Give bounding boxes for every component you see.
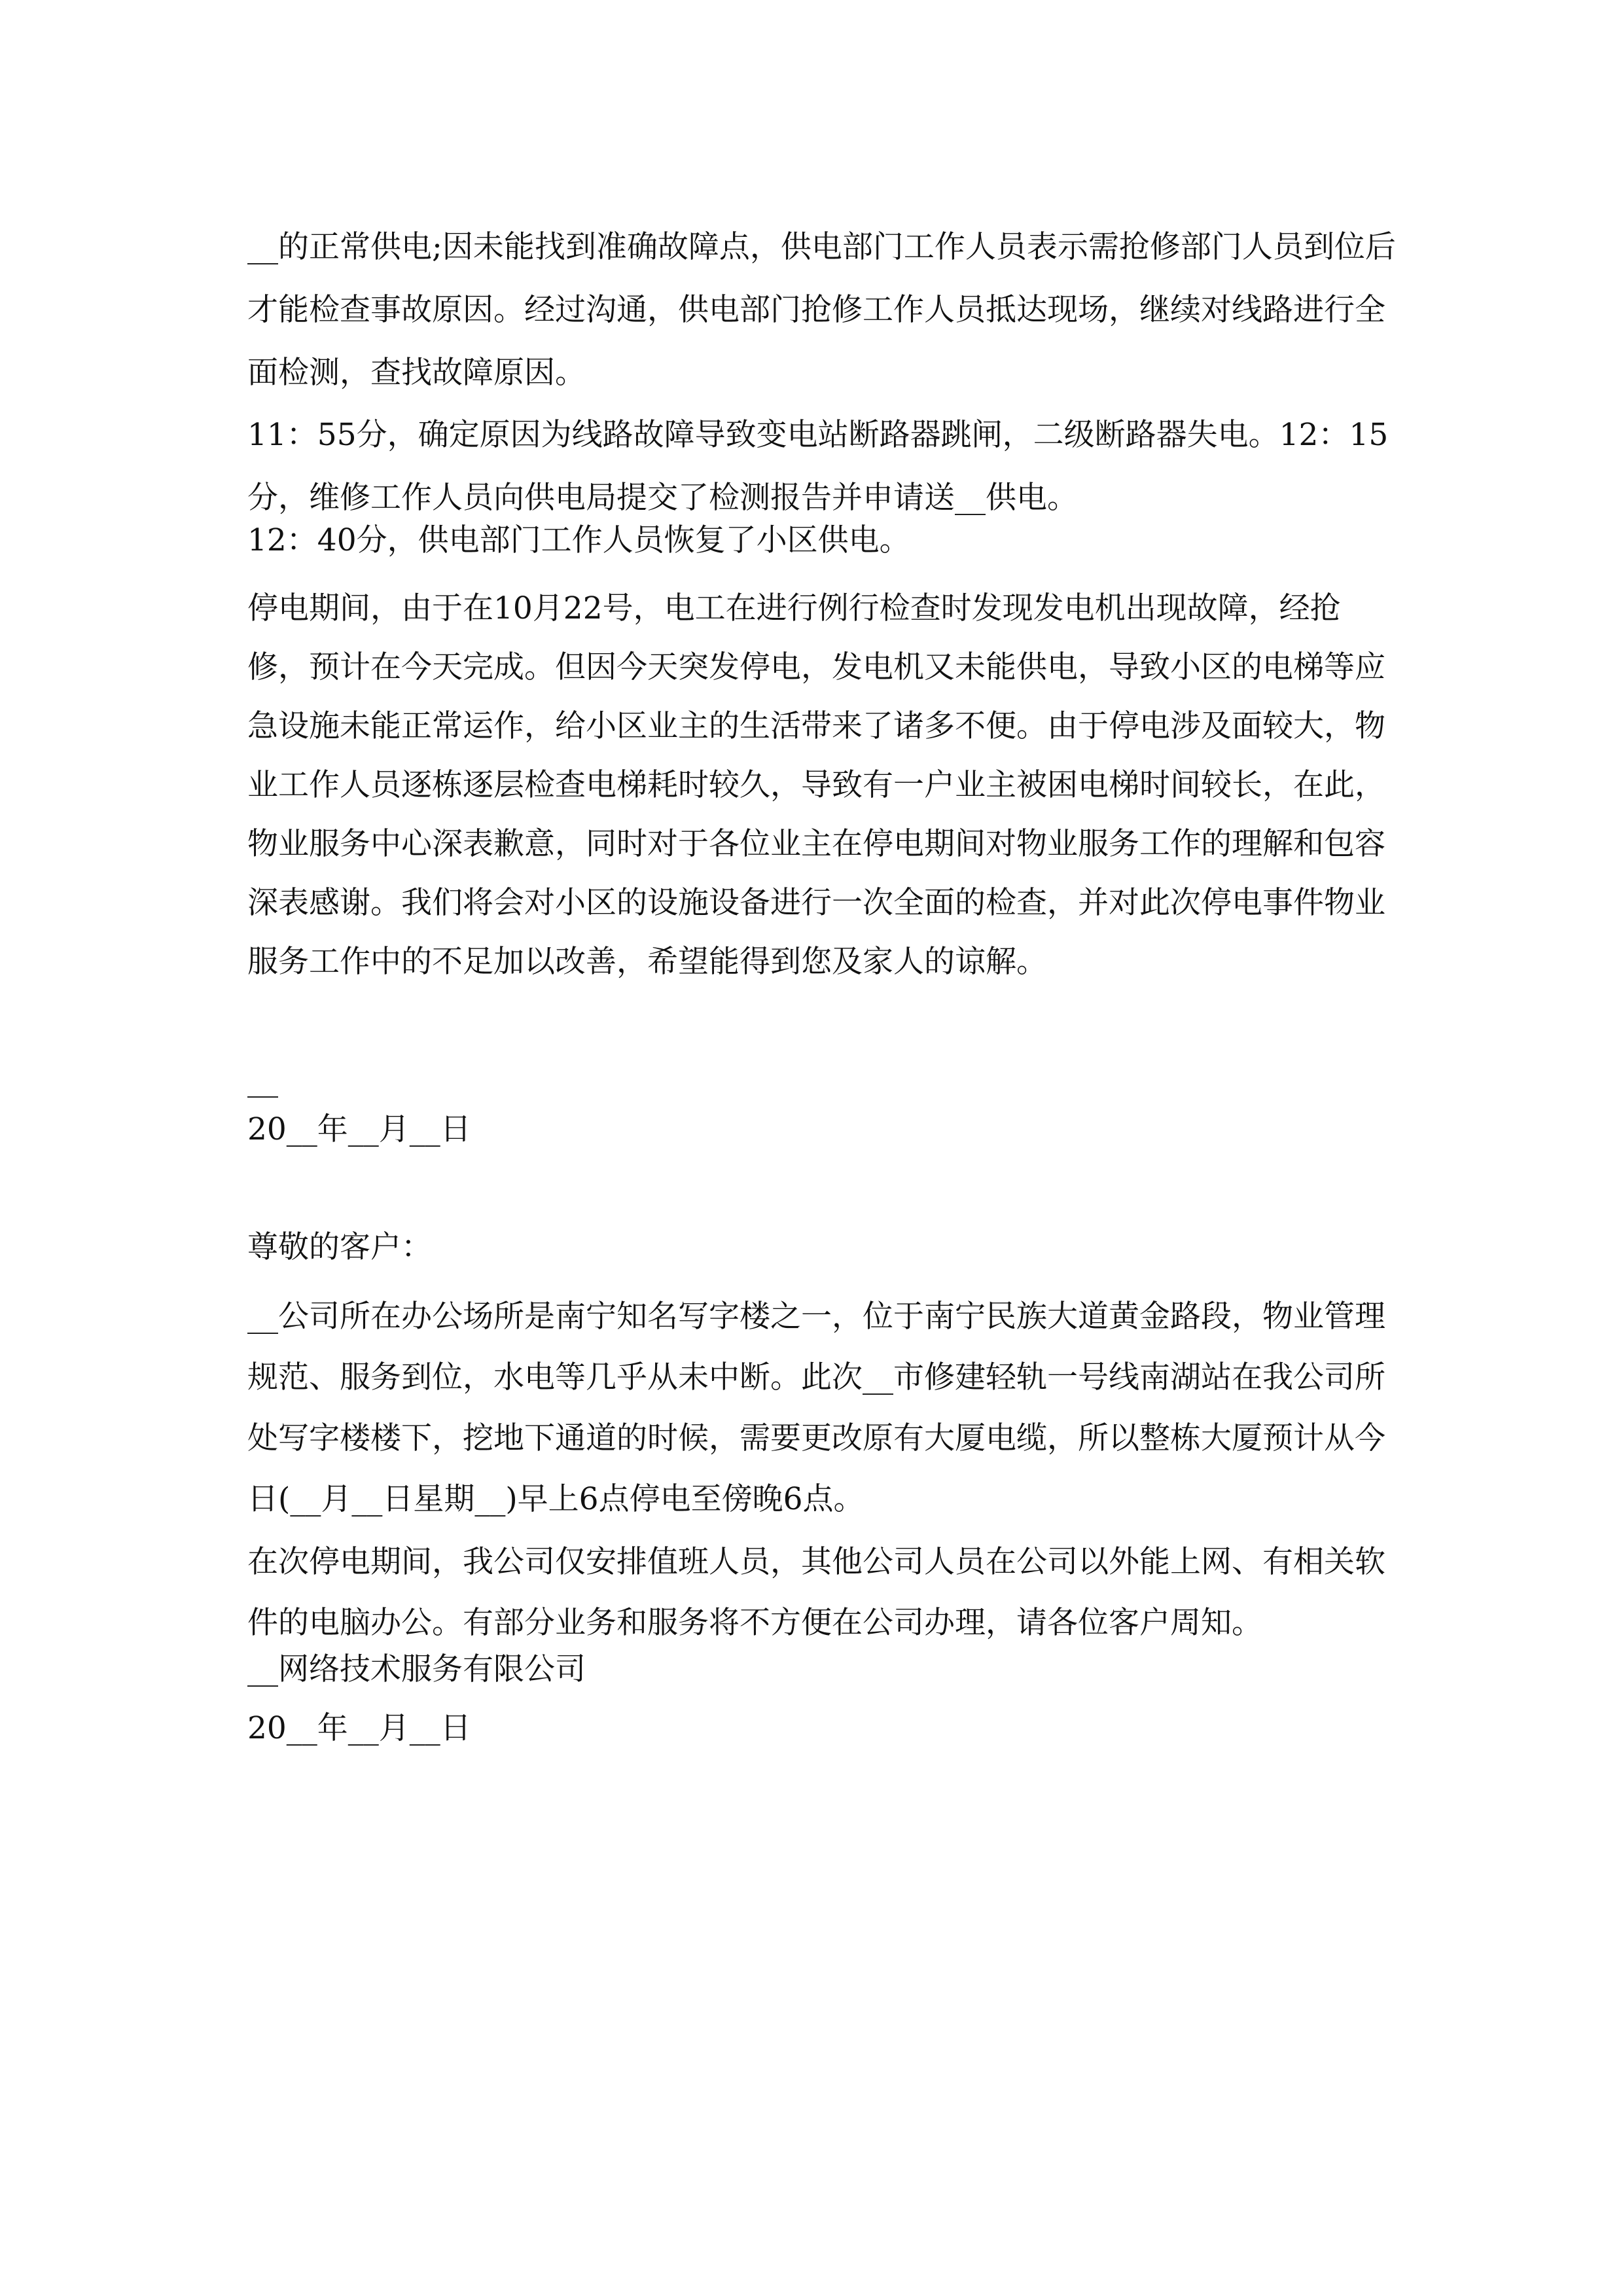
- paragraph-power-restored: 12：40分，供电部门工作人员恢复了小区供电。: [247, 522, 910, 558]
- signature-blank: __: [247, 1062, 278, 1098]
- paragraph-cause-found: 11：55分，确定原因为线路故障导致变电站断路器跳闸，二级断路器失电。12：15分，维修工作人员向供电局提交了检测报告并申请送__供电。: [247, 417, 1389, 516]
- date-line-1: 20__年__月__日: [247, 1111, 471, 1147]
- date-line-2: 20__年__月__日: [247, 1710, 471, 1746]
- company-name: __网络技术服务有限公司: [247, 1651, 586, 1687]
- paragraph-repair-process: __的正常供电;因未能找到准确故障点，供电部门工作人员表示需抢修部门人员到位后才能检查事故原因。经过沟通，供电部门抢修工作人员抵达现场，继续对线路进行全面检测，查找故障原因。: [247, 229, 1396, 391]
- greeting: 尊敬的客户：: [247, 1229, 432, 1265]
- paragraph-apology: 停电期间，由于在10月22号，电工在进行例行检查时发现发电机出现故障，经抢修，预计在今天完成。但因今天突发停电，发电机又未能供电，导致小区的电梯等应急设施未能正常运作，给小区业主的生活带来了诸多不便。由于停电涉及面较大，物业工作人员逐栋逐层检查电梯耗时较久，导致有一户业主被困电梯时间较长，在此，物业服务中心深表歉意，同时对于各位业主在停电期间对物业服务工作的理解和包容深表感谢。我们将会对小区的设施设备进行一次全面的检查，并对此次停电事件物业服务工作中的不足加以改善，希望能得到您及家人的谅解。: [247, 590, 1385, 980]
- paragraph-outage-notice: __公司所在办公场所是南宁知名写字楼之一，位于南宁民族大道黄金路段，物业管理规范、服务到位，水电等几乎从未中断。此次__市修建轻轨一号线南湖站在我公司所处写字楼楼下，挖地下通道的时候，需要更改原有大厦电缆，所以整栋大厦预计从今日(__月__日星期__)早上6点停电至傍晚6点。: [247, 1299, 1385, 1517]
- paragraph-office-arrangement: 在次停电期间，我公司仅安排值班人员，其他公司人员在公司以外能上网、有相关软件的电脑办公。有部分业务和服务将不方便在公司办理，请各位客户周知。: [247, 1544, 1385, 1641]
